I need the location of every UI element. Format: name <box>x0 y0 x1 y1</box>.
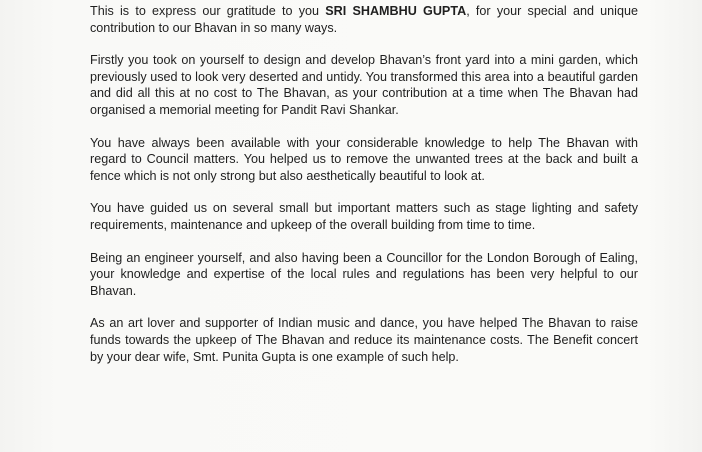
recipient-name: SRI SHAMBHU GUPTA <box>325 4 467 18</box>
cut-off-text-line <box>90 381 638 389</box>
paragraph-guidance: You have guided us on several small but important matters such as stage lighting and safety requirements, maintenance and upkeep of the overall building from time to time. <box>90 201 638 232</box>
letter-body <box>90 3 638 389</box>
paragraph-council: You have always been available with your considerable knowledge to help The Bhavan with regard to Council matters. You helped us to remove the unwanted trees at the back and built a fence which is not only strong but also aesthetically beautiful to look at. <box>90 135 638 183</box>
paragraph-engineer: Being an engineer yourself, and also having been a Councillor for the London Borough of Ealing, your knowledge and expertise of the local rules and regulations has been very helpful to our Bhavan. <box>90 250 638 298</box>
paragraph-art-lover: As an art lover and supporter of Indian music and dance, you have helped The Bhavan to raise funds towards the upkeep of The Bhavan and reduce its maintenance costs. The Benefit concert by your dear wife, Smt. Punita Gupta is one example of such help. <box>90 316 638 364</box>
gratitude-intro: This is to express our gratitude to you <box>90 4 326 18</box>
paragraph-gratitude <box>90 3 638 36</box>
gratitude-rest: , for your special and unique contribution to our Bhavan in so many ways. <box>90 4 638 35</box>
paragraph-garden: Firstly you took on yourself to design and develop Bhavan’s front yard into a mini garden, which previously used to look very deserted and untidy. You transformed this area into a beautiful garden and did all this at no cost to The Bhavan, as your contribution at a time when The Bhavan had organised a memorial meeting for Pandit Ravi Shankar. <box>90 53 638 117</box>
